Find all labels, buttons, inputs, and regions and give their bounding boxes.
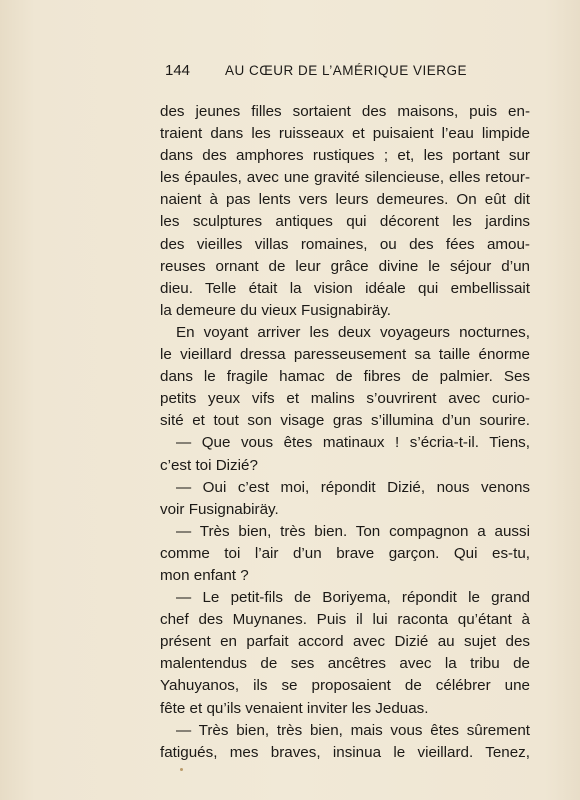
text-line: des vieilles villas romaines, ou des fées amou- [160, 235, 530, 253]
text-line: les épaules, avec une gravité silencieuse, elles retour- [160, 169, 530, 187]
running-title: AU CŒUR DE L’AMÉRIQUE VIERGE [225, 63, 468, 78]
text-line: chef des Muynanes. Puis il lui raconta qu’étant à [160, 611, 530, 629]
text-line: Yahuyanos, ils se proposaient de célébrer une [160, 677, 530, 695]
text-line: les sculptures antiques qui décorent les jardins [160, 213, 530, 231]
text-line: le vieillard dressa paresseusement sa taille énorme [160, 346, 530, 364]
text-line: voir Fusignabiräy. [160, 500, 279, 518]
text-line: des jeunes filles sortaient des maisons, puis en- [160, 103, 530, 120]
text-line: — Oui c’est moi, répondit Dizié, nous venons [176, 478, 530, 496]
body-text [160, 101, 530, 764]
text-line: malentendus de ses ancêtres avec la tribu de [160, 655, 530, 673]
text-line: naient à pas lents vers leurs demeures. On eût dit [160, 191, 530, 209]
running-header [165, 62, 520, 82]
text-line: — Que vous êtes matinaux ! s’écria-t-il. Tiens, [176, 434, 530, 452]
text-line: — Très bien, très bien. Ton compagnon a aussi [176, 522, 530, 540]
text-line: la demeure du vieux Fusignabiräy. [160, 301, 392, 319]
text-line: dieu. Telle était la vision idéale qui embellissait [160, 279, 530, 297]
text-line: — Très bien, très bien, mais vous êtes sûrement [176, 721, 530, 739]
text-line: reuses ornant de leur grâce divine le séjour d’un [160, 257, 530, 275]
text-line: présent en parfait accord avec Dizié au sujet des [160, 633, 530, 651]
text-line: traient dans les ruisseaux et puisaient l’eau limpide [160, 125, 530, 143]
text-line: c’est toi Dizié? [160, 456, 258, 474]
text-line: petits yeux vifs et malins s’ouvrirent avec curio- [160, 390, 530, 408]
text-line: En voyant arriver les deux voyageurs nocturnes, [176, 323, 530, 341]
paper-speck [180, 768, 183, 771]
text-line: dans le fragile hamac de fibres de palmier. Ses [160, 368, 530, 386]
text-line: comme toi l’air d’un brave garçon. Qui es-tu, [160, 544, 530, 562]
text-line: fatigués, mes braves, insinua le vieillard. Tenez, [160, 743, 530, 761]
page-number: 144 [165, 62, 191, 79]
text-line: dans des amphores rustiques ; et, les portant sur [160, 147, 530, 165]
text-line: fête et qu’ils venaient inviter les Jeduas. [160, 699, 429, 717]
text-line: mon enfant ? [160, 566, 249, 584]
text-line: sité et tout son visage gras s’illumina d’un sourire. [160, 412, 530, 430]
text-line: — Le petit-fils de Boriyema, répondit le grand [176, 589, 530, 607]
